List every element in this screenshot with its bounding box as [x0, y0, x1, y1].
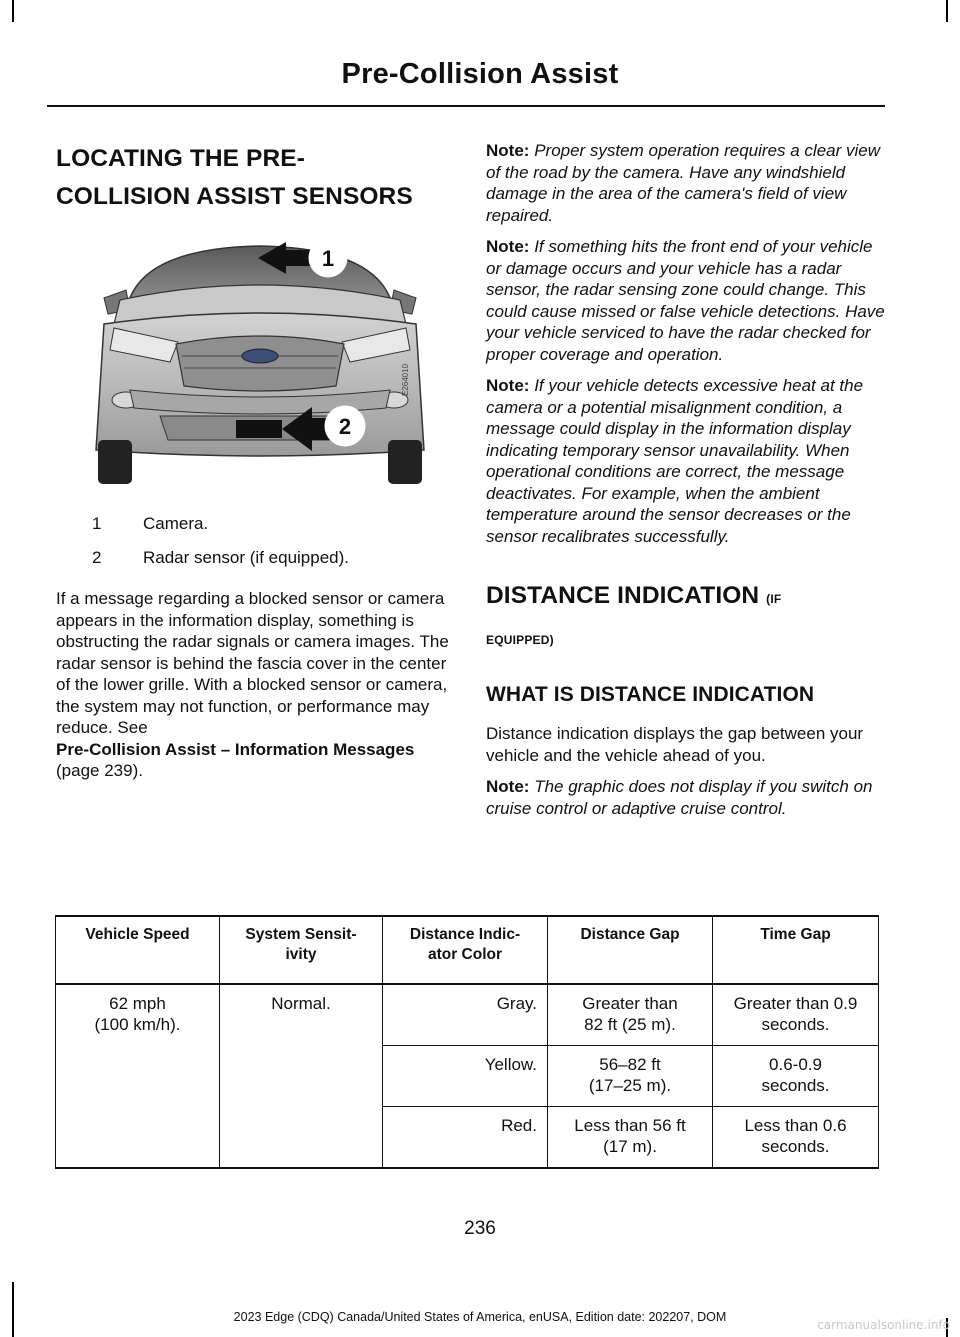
- watermark: carmanualsonline.info: [817, 1318, 950, 1332]
- cell-distance-gap: Less than 56 ft (17 m).: [548, 1107, 713, 1169]
- note-paragraph: [486, 236, 886, 365]
- cell-time-gap: Less than 0.6 seconds.: [713, 1107, 879, 1169]
- crop-mark: [946, 0, 948, 22]
- note-label: Note:: [486, 777, 530, 796]
- column-header-vehicle-speed: Vehicle Speed: [56, 916, 220, 984]
- note-text: If something hits the front end of your vehicle or damage occurs and your vehicle has a radar sensor, the radar sensing zone could change. This could cause missed or false vehicle detections. Have your vehicle serviced to have the radar checked for proper coverage and operation.: [486, 237, 885, 364]
- legend-text: Camera.: [143, 514, 209, 533]
- cell-time-gap: Greater than 0.9 seconds.: [713, 984, 879, 1046]
- note-text: The graphic does not display if you switch on cruise control or adaptive cruise control.: [486, 777, 873, 818]
- cell-distance-gap: Greater than 82 ft (25 m).: [548, 984, 713, 1046]
- note-label: Note:: [486, 237, 530, 256]
- subheading-what-is: WHAT IS DISTANCE INDICATION: [486, 683, 815, 706]
- crop-mark: [12, 0, 14, 22]
- cell-time-gap: 0.6-0.9 seconds.: [713, 1046, 879, 1107]
- note-label: Note:: [486, 376, 530, 395]
- cell-indicator-color: Gray.: [383, 984, 548, 1046]
- cell-vehicle-speed: 62 mph (100 km/h).: [56, 984, 220, 1168]
- page-number: 236: [464, 1218, 496, 1239]
- legend-text: Radar sensor (if equipped).: [143, 548, 350, 567]
- legend-item: [92, 514, 452, 548]
- vehicle-drawing: [90, 240, 430, 488]
- cell-indicator-color: Red.: [383, 1107, 548, 1169]
- illustration-legend: [92, 514, 452, 582]
- column-header-distance-gap: Distance Gap: [548, 916, 713, 984]
- cell-distance-gap: 56–82 ft (17–25 m).: [548, 1046, 713, 1107]
- distance-gap-table: [55, 915, 879, 1169]
- note-text: Proper system operation requires a clear view of the road by the camera. Have any windshield damage in the area of the camera's field of view repaired.: [486, 141, 881, 225]
- callout-label-2: 2: [338, 414, 352, 439]
- section-heading-sensors: LOCATING THE PRE- COLLISION ASSIST SENSORS: [56, 145, 413, 210]
- cell-system-sensitivity: Normal.: [220, 984, 383, 1168]
- illustration-code: E264010: [401, 363, 410, 397]
- section-heading-distance-indication: DISTANCE INDICATION (IF EQUIPPED): [486, 582, 782, 647]
- title-divider: [47, 105, 885, 107]
- note-paragraph: [486, 140, 886, 226]
- page-reference: (page 239).: [56, 761, 143, 780]
- blocked-sensor-paragraph: [56, 588, 451, 782]
- cross-reference-link[interactable]: Pre-Collision Assist – Information Messages: [56, 739, 415, 759]
- column-header-system-sensitivity: System Sensit- ivity: [220, 916, 383, 984]
- intro-paragraph: Distance indication displays the gap between your vehicle and the vehicle ahead of you.: [486, 724, 864, 765]
- note-text: If your vehicle detects excessive heat at the camera or a potential misalignment condition, a message could display in the information display indicating temporary sensor unavailability. When operational conditions are correct, the message deactivates. For example, when the ambient temperature around the sensor decreases or the sensor recalibrates successfully.: [486, 376, 864, 546]
- cell-indicator-color: Yellow.: [383, 1046, 548, 1107]
- paragraph-text: If a message regarding a blocked sensor or camera appears in the information display, something is obstructing the radar signals or camera images. The radar sensor is behind the fascia cover in the center of the lower grille. With a blocked sensor or camera, the system may not function, or performance may reduce. See: [56, 589, 449, 737]
- note-paragraph: [486, 375, 886, 547]
- note-paragraph: [486, 776, 886, 819]
- legend-item: [92, 548, 452, 582]
- column-header-time-gap: Time Gap: [713, 916, 879, 984]
- note-label: Note:: [486, 141, 530, 160]
- vehicle-front-illustration: [90, 240, 430, 488]
- left-column: [56, 140, 451, 216]
- right-column: [486, 140, 886, 819]
- legend-number: 2: [92, 548, 102, 567]
- table-row: [56, 984, 879, 1046]
- footer-edition-info: 2023 Edge (CDQ) Canada/United States of America, enUSA, Edition date: 202207, DOM: [233, 1310, 727, 1324]
- legend-number: 1: [92, 514, 102, 533]
- column-header-indicator-color: Distance Indic- ator Color: [383, 916, 548, 984]
- page-title: Pre-Collision Assist: [341, 58, 619, 90]
- callout-label-1: 1: [321, 246, 335, 271]
- table-header-row: [56, 916, 879, 984]
